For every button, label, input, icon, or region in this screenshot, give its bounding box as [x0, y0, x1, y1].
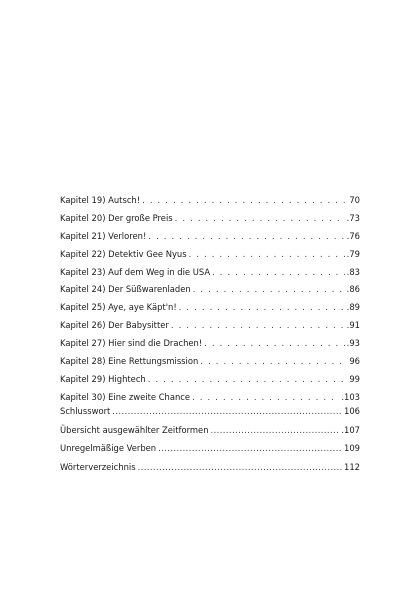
dot-leader	[175, 210, 345, 228]
toc-entry-zeitformen	[60, 421, 360, 440]
toc-entry-page: .93	[346, 338, 360, 349]
toc-entry-title: Kapitel 26) Der Babysitter	[60, 320, 169, 331]
toc-entry-chapter-23	[60, 264, 360, 282]
toc-entry-page: .79	[346, 248, 360, 259]
toc-entry-title: Kapitel 27) Hier sind die Drachen!	[60, 338, 203, 349]
chapter-list	[60, 192, 360, 407]
toc-entry-chapter-19	[60, 192, 360, 210]
toc-entry-title: Kapitel 20) Der große Preis	[60, 212, 173, 223]
dot-leader	[179, 299, 345, 317]
dot-leader	[158, 439, 342, 458]
toc-entry-chapter-25	[60, 299, 360, 317]
toc-entry-title: Kapitel 29) Hightech	[60, 373, 146, 384]
toc-entry-verben	[60, 439, 360, 458]
toc-entry-title: Kapitel 21) Verloren!	[60, 230, 147, 241]
toc-entry-page: .73	[346, 212, 360, 223]
toc-entry-page: 109	[344, 443, 360, 453]
toc-entry-chapter-22	[60, 246, 360, 264]
dot-leader	[204, 335, 344, 353]
toc-entry-chapter-26	[60, 317, 360, 335]
dot-leader	[200, 353, 347, 371]
toc-entry-title: Unregelmäßige Verben	[60, 443, 157, 453]
toc-entry-page: .86	[346, 284, 360, 295]
toc-entry-chapter-27	[60, 335, 360, 353]
toc-entry-page: 112	[344, 461, 360, 472]
dot-leader	[142, 192, 347, 210]
toc-entry-page: .103	[341, 391, 360, 402]
toc-entry-chapter-21	[60, 228, 360, 246]
dot-leader	[211, 421, 340, 440]
toc-entry-title: Kapitel 23) Auf dem Weg in die USA	[60, 266, 211, 277]
toc-entry-title: Wörterverzeichnis	[60, 461, 136, 472]
toc-entry-chapter-29	[60, 371, 360, 389]
toc-entry-page: 99	[349, 373, 360, 384]
toc-entry-title: Kapitel 25) Aye, aye Käpt'n!	[60, 302, 177, 313]
dot-leader	[148, 228, 344, 246]
toc-entry-page: 96	[349, 356, 360, 367]
dot-leader	[193, 281, 345, 299]
toc-entry-woerterverzeichnis	[60, 458, 360, 477]
dot-leader	[171, 317, 345, 335]
toc-entry-title: Kapitel 22) Detektiv Gee Nyus	[60, 248, 187, 259]
toc-entry-page: .91	[346, 320, 360, 331]
toc-entry-page: 106	[344, 406, 360, 416]
toc-entry-title: Schlusswort	[60, 406, 111, 416]
toc-entry-title: Kapitel 30) Eine zweite Chance	[60, 391, 191, 402]
toc-entry-title: Kapitel 19) Autsch!	[60, 195, 141, 205]
appendix-list	[60, 402, 360, 476]
toc-entry-page: .83	[346, 266, 360, 277]
dot-leader	[212, 264, 345, 282]
toc-entry-page: 70	[349, 195, 360, 205]
toc-entry-title: Kapitel 24) Der Süßwarenladen	[60, 284, 191, 295]
toc-entry-title: Übersicht ausgewählter Zeitformen	[60, 424, 209, 435]
toc-entry-chapter-20	[60, 210, 360, 228]
toc-entry-schlusswort	[60, 402, 360, 421]
toc-entry-page: .76	[346, 230, 360, 241]
dot-leader	[189, 246, 345, 264]
dot-leader	[112, 402, 342, 421]
toc-entry-title: Kapitel 28) Eine Rettungsmission	[60, 356, 199, 367]
toc-entry-chapter-24	[60, 281, 360, 299]
toc-entry-chapter-28	[60, 353, 360, 371]
toc-entry-page: .89	[346, 302, 360, 313]
dot-leader	[138, 458, 342, 477]
dot-leader	[148, 371, 348, 389]
toc-entry-page: .107	[341, 424, 360, 435]
